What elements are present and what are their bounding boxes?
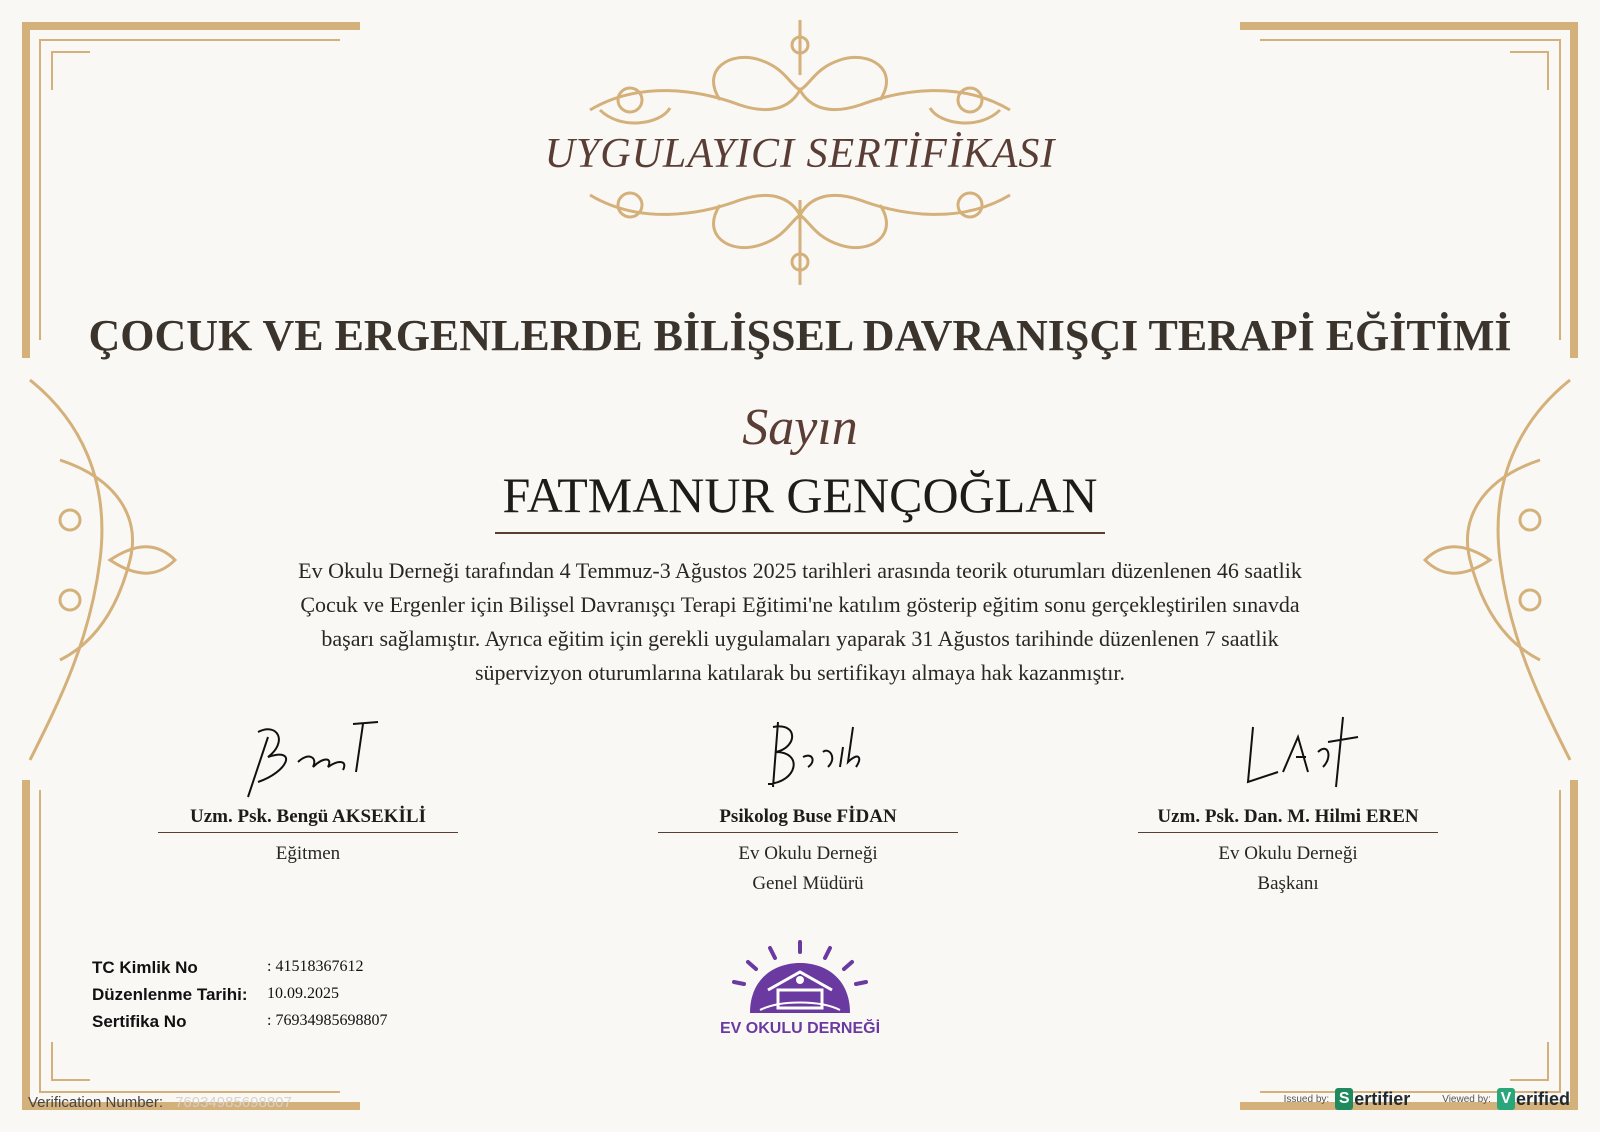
salutation: Sayın (742, 399, 858, 456)
verified-brand[interactable] (1497, 1088, 1570, 1110)
certificate-details (92, 958, 387, 1039)
signature-block-1 (158, 712, 458, 869)
sertifier-brand[interactable] (1335, 1088, 1410, 1110)
signatory-role: Başkanı (1257, 873, 1319, 894)
date-label: Düzenlenme Tarihi: (92, 985, 248, 1004)
sertifier-text: ertifier (1354, 1088, 1411, 1109)
handwritten-signature-2 (728, 712, 888, 802)
body-line: süpervizyon oturumlarına katılarak bu sertifikayı almaya hak kazanmıştır. (474, 660, 1125, 685)
verification-footer (28, 1094, 292, 1111)
handwritten-signature-1 (228, 712, 388, 802)
signature-line (658, 832, 958, 833)
cert-no-label: Sertifika No (92, 1012, 187, 1031)
handwritten-signature-3 (1208, 712, 1368, 802)
body-line: Çocuk ve Ergenler için Bilişsel Davranışçı Terapi Eğitimi'ne katılım gösterip eğitim sonu gerçekleştirilen sınavda (300, 592, 1300, 617)
verification-number: 76934985698807 (175, 1094, 292, 1111)
verified-text: erified (1515, 1088, 1570, 1109)
signature-line (158, 832, 458, 833)
signature-line (1138, 832, 1438, 833)
course-title: ÇOCUK VE ERGENLERDE BİLİŞSEL DAVRANIŞÇI TERAPİ EĞİTİMİ (88, 311, 1512, 360)
date-value: 10.09.2025 (267, 985, 339, 1002)
signatory-role: Eğitmen (275, 843, 341, 864)
verification-label: Verification Number: (28, 1094, 164, 1111)
signatory-name: Uzm. Psk. Dan. M. Hilmi EREN (1157, 806, 1419, 827)
name-underline (495, 532, 1105, 534)
body-line: Ev Okulu Derneği tarafından 4 Temmuz-3 Ağustos 2025 tarihleri arasında teorik oturumları düzenlenen 46 saatlik (298, 558, 1302, 583)
ev-okulu-logo (720, 938, 880, 1038)
tc-value: : 41518367612 (267, 958, 364, 975)
certificate-body (170, 554, 1430, 690)
viewed-by-label: Viewed by: (1442, 1093, 1491, 1105)
certificate-heading: UYGULAYICI SERTİFİKASI (544, 131, 1056, 177)
signatory-role: Ev Okulu Derneği (1218, 843, 1358, 864)
verified-logo-icon: V (1497, 1088, 1515, 1110)
signatory-role: Genel Müdürü (752, 873, 864, 894)
signatory-name: Psikolog Buse FİDAN (719, 806, 897, 827)
body-line: başarı sağlamıştır. Ayrıca eğitim için gerekli uygulamaları yaparak 31 Ağustos tarihinde düzenlenen 7 saatlik (321, 626, 1279, 651)
signatory-name: Uzm. Psk. Bengü AKSEKİLİ (190, 806, 426, 827)
issuer-badges (1284, 1088, 1570, 1110)
tc-label: TC Kimlik No (92, 958, 198, 977)
signatory-role: Ev Okulu Derneği (738, 843, 878, 864)
sertifier-logo-icon: S (1335, 1088, 1353, 1110)
logo-text: EV OKULU DERNEĞİ (720, 1020, 881, 1037)
recipient-name: FATMANUR GENÇOĞLAN (502, 467, 1098, 523)
issued-by-label: Issued by: (1283, 1093, 1330, 1105)
cert-no-value: : 76934985698807 (267, 1012, 388, 1029)
signature-block-3 (1138, 712, 1438, 899)
house-sun-logo-icon (720, 938, 880, 1018)
signature-block-2 (658, 712, 958, 899)
